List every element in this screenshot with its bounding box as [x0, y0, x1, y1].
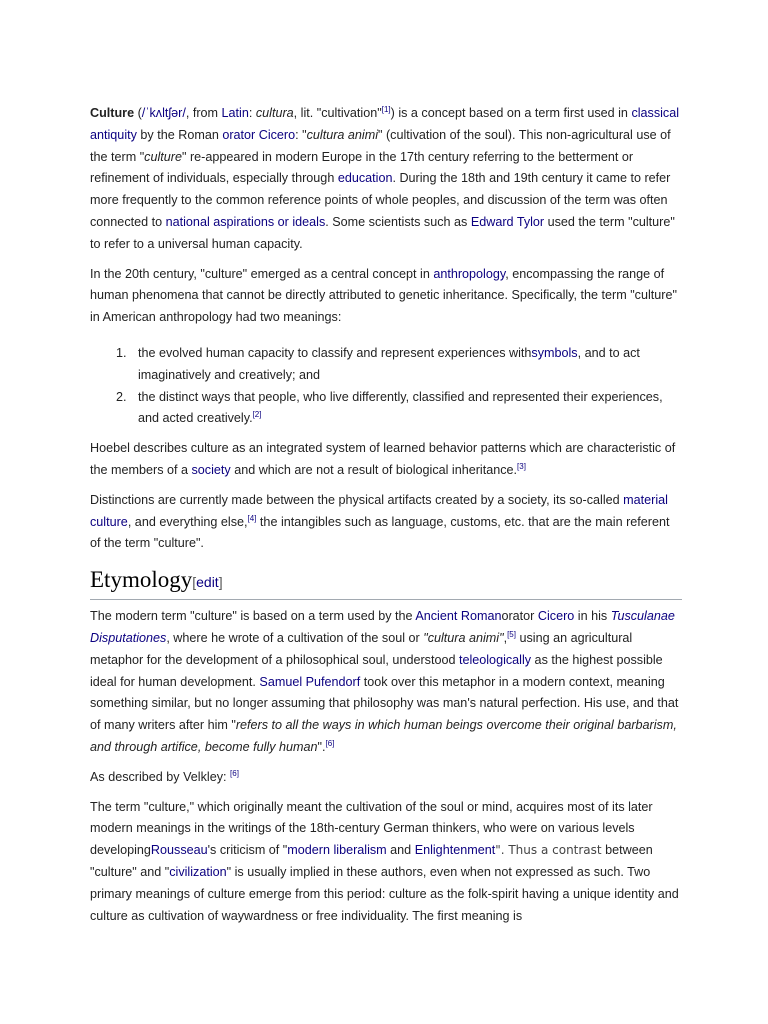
symbols-link[interactable]: symbols [531, 345, 578, 360]
national-aspirations-link[interactable]: national aspirations or ideals [165, 214, 326, 229]
etymology-heading: Etymology[edit] [90, 565, 682, 600]
intro-paragraph: Culture (/ˈkʌltʃər/, from Latin: cultura, lit. "cultivation"[1]) is a concept based on a term first used in classical antiquity by the Roman orator Cicero: "cultura animi" (cultivation of the soul). This non-agricultural use of the term "culture" re-appeared in modern Europe in the 17th century referring to the betterment or refinement of individuals, especially through education. During the 18th and 19th century it came to refer more frequently to the common reference points of whole peoples, and discussion of the term was often connected to national aspirations or ideals. Some scientists such as Edward Tylor used the term "culture" to refer to a universal human capacity. [90, 105, 680, 251]
anthropology-link[interactable]: anthropology [433, 266, 506, 281]
ref-2[interactable]: [2] [252, 410, 262, 420]
cultura-word: cultura [255, 106, 294, 120]
enlightenment-link[interactable]: Enlightenment [414, 843, 496, 858]
german-thinkers-paragraph: The term "culture," which originally meant the cultivation of the soul or mind, acquires most of its later modern meanings in the writings of the 18th-century German thinkers, who were on various levels developingRousseau's criticism of "modern liberalism and Enlightenment". Thus a contrast between "culture" and "civilization" is usually implied in these authors, even when not expressed as such. Two primary meanings of culture emerge from this period: culture as the folk-spirit having a unique identity and culture as cultivation of waywardness or free individuality. The first meaning is [90, 799, 679, 923]
cicero-link[interactable]: Cicero [258, 127, 296, 142]
ref-3[interactable]: [3] [517, 461, 526, 471]
ref-1[interactable]: [1] [381, 105, 391, 114]
pufendorf-link[interactable]: Samuel Pufendorf [259, 674, 361, 689]
ref-6b[interactable]: [6] [230, 768, 239, 778]
ancient-roman-link[interactable]: Ancient Roman [415, 609, 502, 624]
society-link[interactable]: society [191, 462, 231, 477]
etymology-paragraph: The modern term "culture" is based on a term used by the Ancient Romanorator Cicero in his Tusculanae Disputationes, where he wrote of a cultivation of the soul or "cultura animi",[5] using an agricultural metaphor for the development of a philosophical soul, understood teleologically as the highest possible ideal for human development. Samuel Pufendorf took over this metaphor in a modern context, meaning something similar, but no longer assuming that philosophy was man's natural perfection. His use, and that of many writers after him "refers to all the ways in which human beings overcome their original barbarism, and through artifice, become fully human".[6] [90, 609, 679, 754]
rousseau-link[interactable]: Rousseau [150, 843, 208, 858]
ref-5[interactable]: [5] [507, 629, 516, 639]
velkley-paragraph: As described by Velkley: [6] [90, 768, 239, 784]
orator-link[interactable]: orator [222, 127, 256, 142]
latin-link[interactable]: Latin [221, 106, 249, 120]
civilization-link[interactable]: civilization [169, 864, 227, 879]
term-culture: Culture [90, 106, 135, 120]
distinctions-paragraph: Distinctions are currently made between the physical artifacts created by a society, its so-called material culture, and everything else,[4] the intangibles such as language, customs, etc. that are the main referent of the term "culture". [90, 492, 670, 551]
education-link[interactable]: education [337, 171, 393, 186]
edit-link[interactable]: edit [196, 574, 219, 591]
tusculanae-link[interactable]: Tusculanae Disputationes [90, 609, 675, 645]
teleologically-link[interactable]: teleologically [458, 652, 532, 667]
article-content [90, 103, 682, 927]
list-item: 2. the distinct ways that people, who live differently, classified and represented their experiences, and acted creatively.[2] [116, 389, 663, 426]
edit-section: [edit] [192, 574, 223, 591]
hoebel-paragraph: Hoebel describes culture as an integrated system of learned behavior patterns which are characteristic of the members of a society and which are not a result of biological inheritance.[3] [90, 441, 676, 477]
modern-liberalism-link[interactable]: modern liberalism [287, 843, 387, 858]
list-item: 1. the evolved human capacity to classify and represent experiences withsymbols, and to act imaginatively and creatively; and [116, 345, 640, 382]
classical-antiquity-link[interactable]: classical antiquity [90, 106, 680, 142]
cicero-link-2[interactable]: Cicero [537, 609, 575, 624]
twentieth-century-paragraph: In the 20th century, "culture" emerged as a central concept in anthropology, encompassing the range of human phenomena that cannot be directly attributed to genetic inheritance. Specifically, the term "culture" in American anthropology had two meanings: [90, 266, 677, 325]
meanings-list [90, 343, 682, 430]
pufendorf-quote: refers to all the ways in which human beings overcome their original barbarism, and through artifice, become fully human [90, 718, 677, 754]
edward-tylor-link[interactable]: Edward Tylor [470, 214, 545, 229]
material-culture-link[interactable]: material culture [90, 492, 668, 529]
ref-4[interactable]: [4] [247, 513, 257, 523]
ipa-link[interactable]: /ˈkʌltʃər/ [141, 106, 186, 120]
ref-6[interactable]: [6] [325, 738, 335, 748]
